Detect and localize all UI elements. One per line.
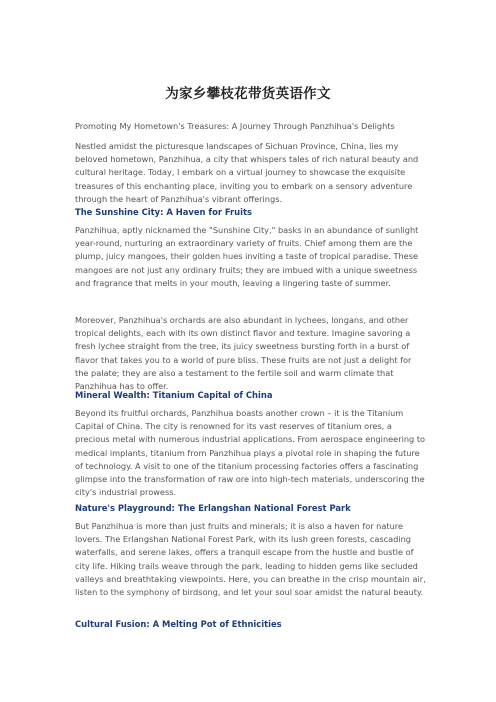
section-heading-natures-playground: Nature's Playground: The Erlangshan National Forest Park — [75, 503, 351, 513]
paragraph-sunshine-city-2: Moreover, Panzhihua's orchards are also abundant in lychees, longans, and other tropical delights, each with its own distinct flavor and texture. Imagine savoring a fresh lychee straight from the tree, its juicy sweetness bursting forth in a burst of flavor that takes you to a world of pure bliss. These fruits are not just a delight for the palate; they are also a testament to the fertile soil and warm climate that Panzhihua has to offer. — [75, 315, 412, 392]
paragraph-sunshine-city-1: Panzhihua, aptly nicknamed the "Sunshine City," basks in an abundance of sunlight year-round, nurturing an extraordinary variety of fruits. Chief among them are the plump, juicy mangoes, their golden hues inviting a taste of tropical paradise. These mangoes are not just any ordinary fruits; they are imbued with a unique sweetness and fragrance that melts in your mouth, leaving a lingering taste of summer. — [75, 225, 419, 288]
paragraph-natures-playground: But Panzhihua is more than just fruits and minerals; it is also a haven for nature lovers. The Erlangshan National Forest Park, with its lush green forests, cascading waterfalls, and serene lakes, offers a tranquil escape from the hustle and bustle of city life. Hiking trails weave through the park, leading to hidden gems like secluded valleys and breathtaking viewpoints. Here, you can breathe in the crisp mountain air, listen to the symphony of birdsong, and let your soul soar amidst the natural beauty. — [75, 521, 426, 598]
paragraph-mineral-wealth: Beyond its fruitful orchards, Panzhihua boasts another crown – it is the Titanium Capital of China. The city is renowned for its vast reserves of titanium ores, a precious metal with numerous industrial applications. From aerospace engineering to medical implants, titanium from Panzhihua plays a pivotal role in shaping the future of technology. A visit to one of the titanium processing factories offers a fascinating glimpse into the transformation of raw ore into high-tech materials, underscoring the city's industrial prowess. — [75, 408, 426, 498]
section-heading-sunshine-city: The Sunshine City: A Haven for Fruits — [75, 207, 253, 217]
section-heading-mineral-wealth: Mineral Wealth: Titanium Capital of China — [75, 390, 273, 400]
intro-paragraph: Nestled amidst the picturesque landscapes of Sichuan Province, China, lies my beloved hometown, Panzhihua, a city that whispers tales of rich natural beauty and cultural heritage. Today, I embark on a virtual journey to showcase the exquisite treasures of this enchanting place, inviting you to embark on a sensory adventure through the heart of Panzhihua's vibrant offerings. — [75, 141, 419, 204]
document-title: 为家乡攀枝花带货英语作文 — [165, 86, 331, 102]
section-heading-cultural-fusion: Cultural Fusion: A Melting Pot of Ethnicities — [75, 619, 282, 629]
document-subtitle: Promoting My Hometown's Treasures: A Journey Through Panzhihua's Delights — [75, 121, 395, 131]
